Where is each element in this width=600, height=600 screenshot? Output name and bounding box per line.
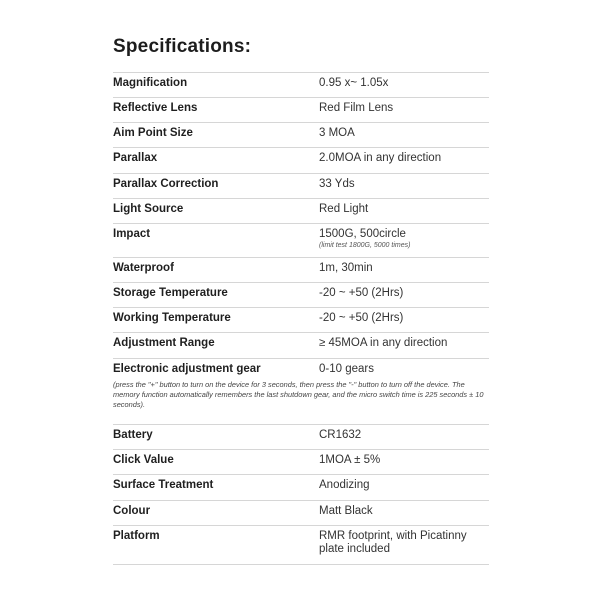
- spec-value: CR1632: [319, 429, 362, 441]
- spec-value: Red Light: [319, 203, 369, 215]
- spec-label: Parallax Correction: [113, 178, 219, 190]
- spec-value: 0.95 x~ 1.05x: [319, 77, 389, 89]
- spec-value: 0-10 gears: [319, 363, 374, 375]
- spec-label: Colour: [113, 505, 151, 517]
- spec-row-magnification: [113, 72, 489, 97]
- spec-label: Reflective Lens: [113, 102, 198, 114]
- spec-row-working-temperature: [113, 307, 489, 332]
- spec-value: 33 Yds: [319, 178, 355, 190]
- spec-row-battery: [113, 424, 489, 449]
- spec-row-parallax: [113, 147, 489, 173]
- spec-value: RMR footprint, with Picatinny plate included: [319, 530, 467, 555]
- page-title: Specifications:: [113, 36, 252, 57]
- spec-row-impact: [113, 223, 489, 257]
- spec-row-aim-point-size: [113, 122, 489, 147]
- spec-row-adjustment-range: [113, 332, 489, 358]
- spec-label: Adjustment Range: [113, 337, 215, 349]
- spec-value-text: 1500G, 500circle: [319, 228, 406, 240]
- spec-row-platform: [113, 525, 489, 565]
- spec-value: -20 ~ +50 (2Hrs): [319, 312, 404, 324]
- spec-value: -20 ~ +50 (2Hrs): [319, 287, 404, 299]
- spec-row-light-source: [113, 198, 489, 223]
- spec-value: [319, 228, 489, 250]
- spec-label: Waterproof: [113, 262, 174, 274]
- spec-subnote: (limit test 1800G, 5000 times): [319, 242, 411, 249]
- spec-value: 1MOA ± 5%: [319, 454, 381, 466]
- spec-label: Surface Treatment: [113, 479, 214, 491]
- spec-label: Platform: [113, 530, 160, 542]
- spec-label: Parallax: [113, 152, 158, 164]
- spec-row-electronic-adjustment-gear: [113, 358, 489, 424]
- spec-row-reflective-lens: [113, 97, 489, 122]
- spec-value: 3 MOA: [319, 127, 355, 139]
- spec-value: ≥ 45MOA in any direction: [319, 337, 448, 349]
- spec-row-waterproof: [113, 257, 489, 282]
- spec-label: Working Temperature: [113, 312, 231, 324]
- spec-row-surface-treatment: [113, 474, 489, 500]
- spec-label: Storage Temperature: [113, 287, 228, 299]
- spec-value: Matt Black: [319, 505, 373, 517]
- spec-row-parallax-correction: [113, 173, 489, 198]
- spec-value: Red Film Lens: [319, 102, 394, 114]
- spec-row-click-value: [113, 449, 489, 474]
- spec-table: [113, 72, 489, 565]
- spec-note: (press the "+" button to turn on the device for 3 seconds, then press the "-" button to turn off the device. The memory function automatically remembers the last shutdown gear, and the micro switch time is 225 seconds ± 10 seconds).: [113, 380, 484, 409]
- spec-row-colour: [113, 500, 489, 525]
- spec-value: 1m, 30min: [319, 262, 373, 274]
- spec-label: Electronic adjustment gear: [113, 363, 261, 375]
- spec-value: 2.0MOA in any direction: [319, 152, 442, 164]
- spec-label: Battery: [113, 429, 153, 441]
- spec-label: Magnification: [113, 77, 188, 89]
- spec-label: Click Value: [113, 454, 174, 466]
- spec-value: Anodizing: [319, 479, 370, 491]
- spec-row-storage-temperature: [113, 282, 489, 307]
- spec-label: Impact: [113, 228, 151, 240]
- spec-label: Aim Point Size: [113, 127, 193, 139]
- spec-label: Light Source: [113, 203, 184, 215]
